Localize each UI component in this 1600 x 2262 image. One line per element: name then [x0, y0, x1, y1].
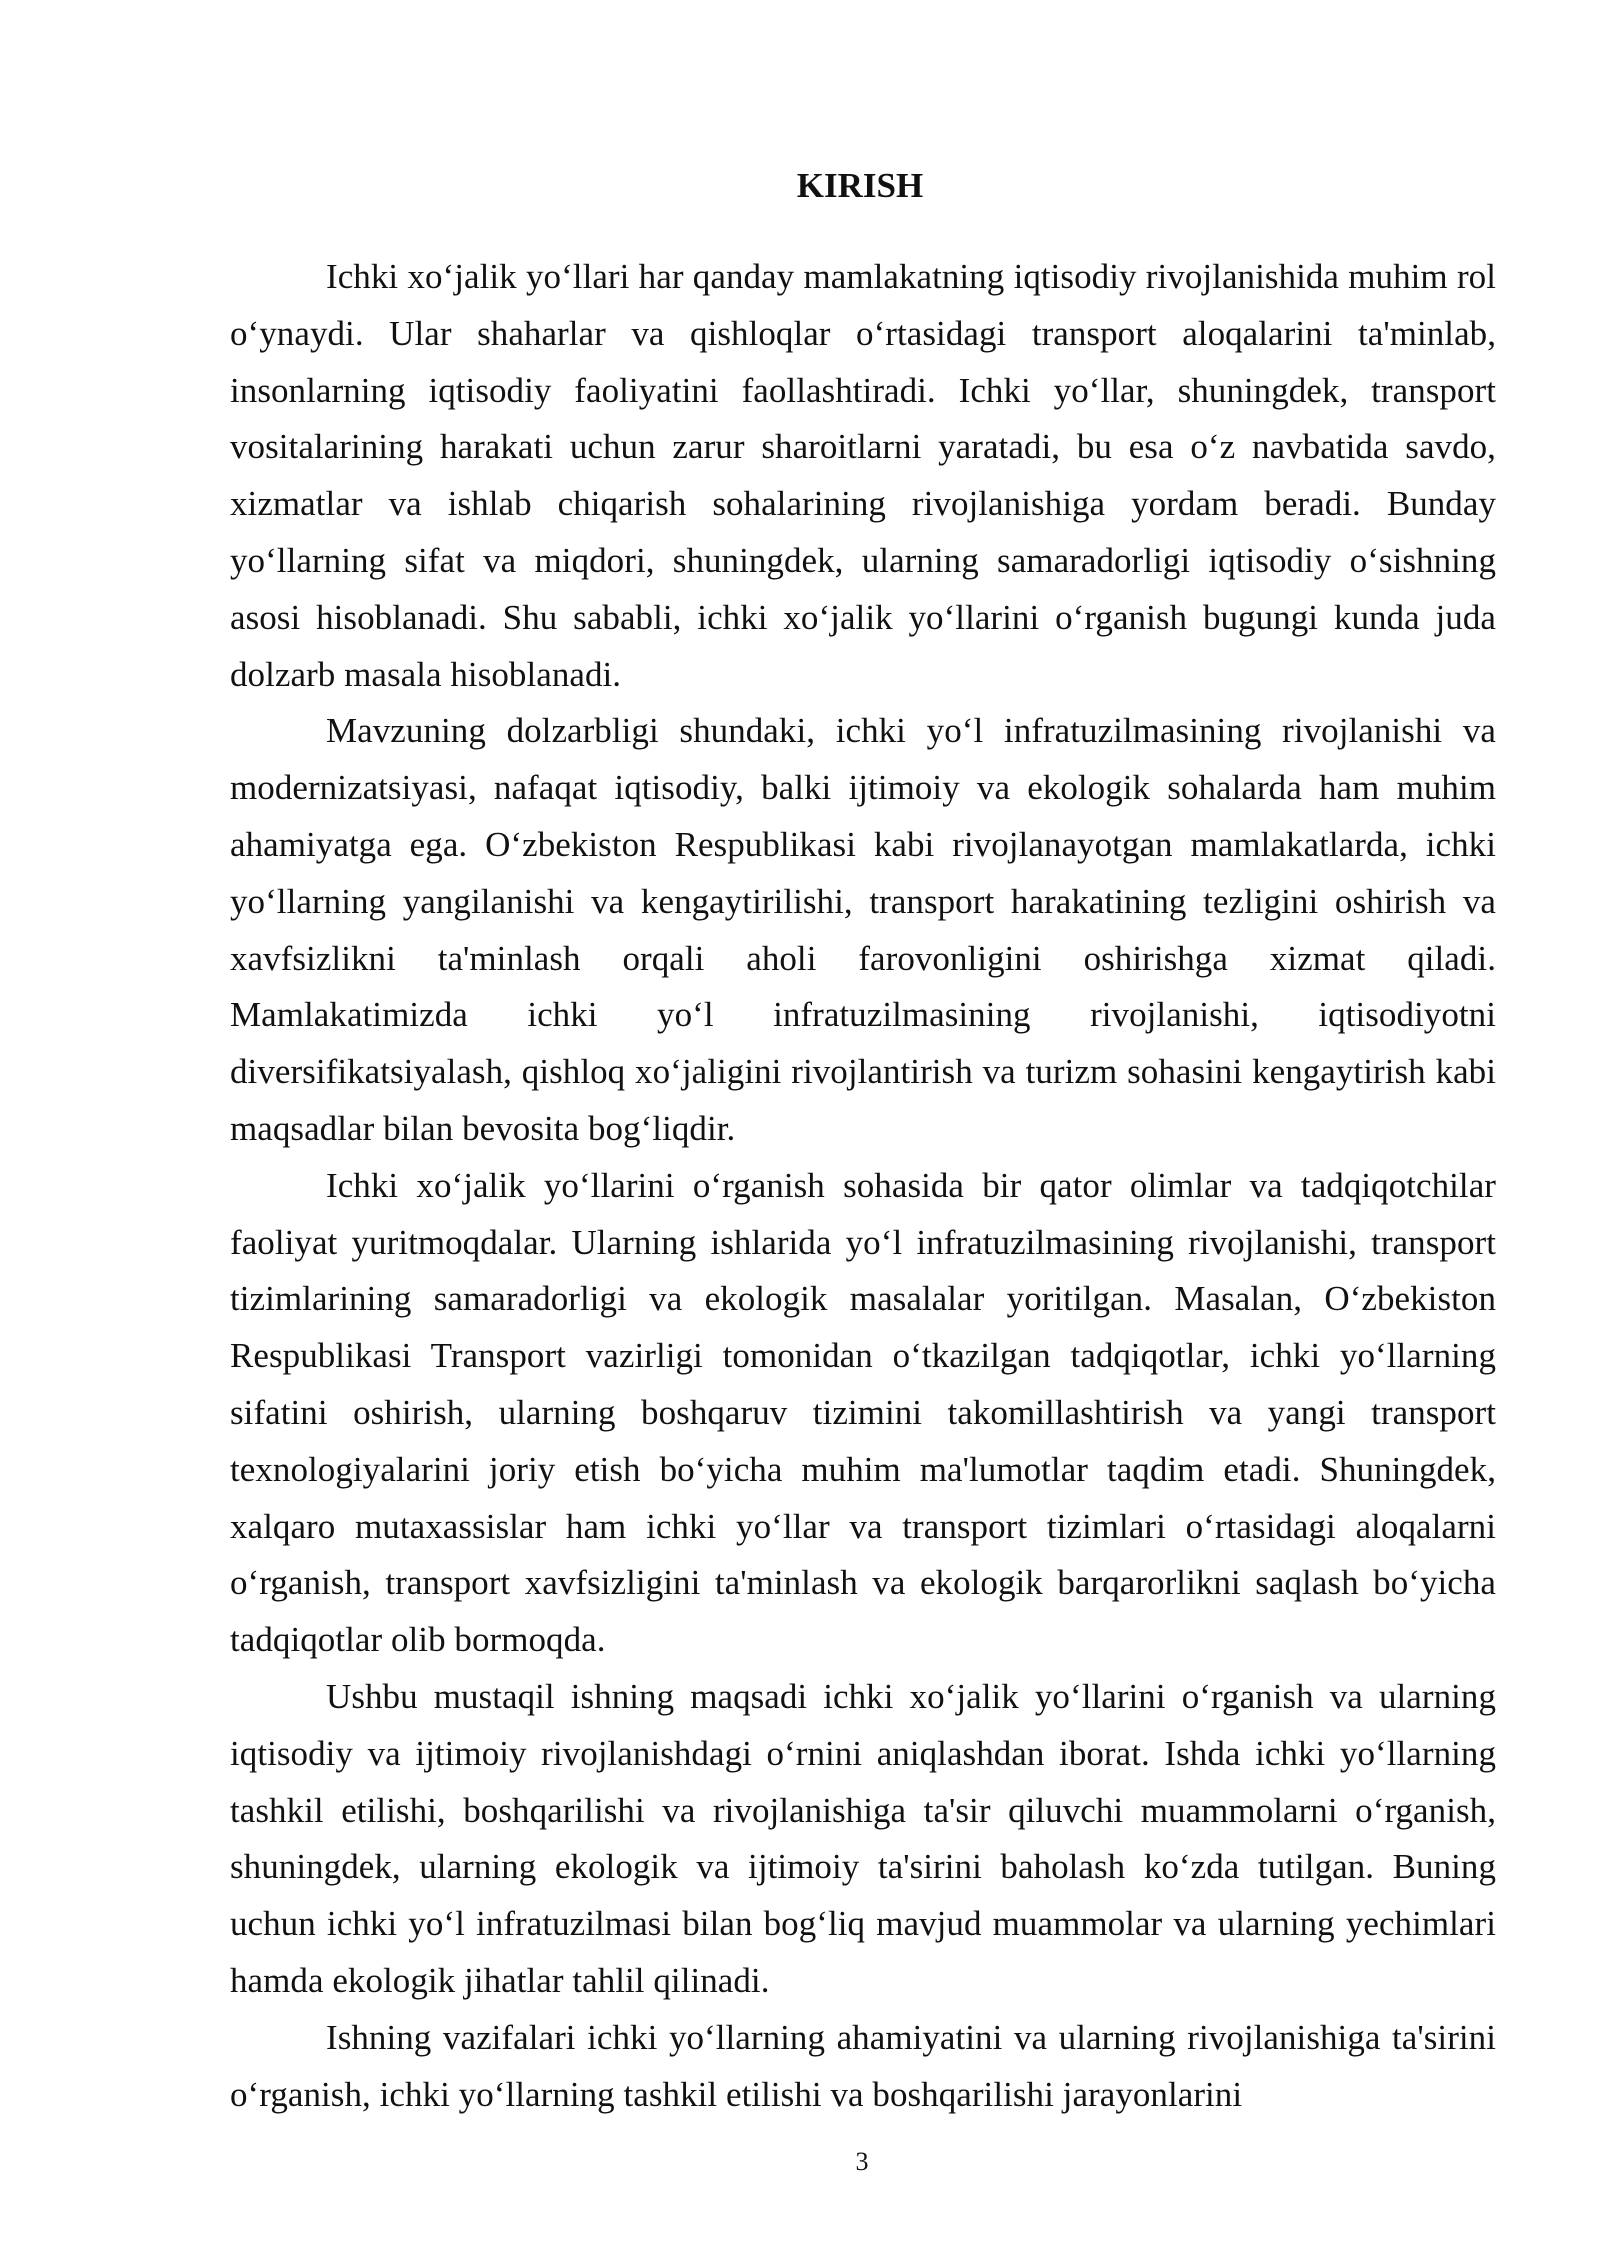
paragraph-introduction: Ichki xo‘jalik yo‘llari har qanday mamlakatning iqtisodiy rivojlanishida muhim rol o‘ynaydi. Ular shaharlar va qishloqlar o‘rtasidagi transport aloqalarini ta'minlab, insonlarning iqtisodiy faoliyatini faollashtiradi. Ichki yo‘llar, shuningdek, transport vositalarining harakati uchun zarur sharoitlarni yaratadi, bu esa o‘z navbatida savdo, xizmatlar va ishlab chiqarish sohalarining rivojlanishiga yordam beradi. Bunday yo‘llarning sifat va miqdori, shuningdek, ularning samaradorligi iqtisodiy o‘sishning asosi hisoblanadi. Shu sababli, ichki xo‘jalik yo‘llarini o‘rganish bugungi kunda juda dolzarb masala hisoblanadi.	[230, 257, 1496, 694]
page-number: 3	[855, 2147, 869, 2176]
document-body	[230, 249, 1496, 2123]
paragraph-relevance: Mavzuning dolzarbligi shundaki, ichki yo‘l infratuzilmasining rivojlanishi va modernizatsiyasi, nafaqat iqtisodiy, balki ijtimoiy va ekologik sohalarda ham muhim ahamiyatga ega. O‘zbekiston Respublikasi kabi rivojlanayotgan mamlakatlarda, ichki yo‘llarning yangilanishi va kengaytirilishi, transport harakatining tezligini oshirish va xavfsizlikni ta'minlash orqali aholi farovonligini oshirishga xizmat qiladi. Mamlakatimizda ichki yo‘l infratuzilmasining rivojlanishi, iqtisodiyotni diversifikatsiyalash, qishloq xo‘jaligini rivojlantirish va turizm sohasini kengaytirish kabi maqsadlar bilan bevosita bog‘liqdir.	[230, 711, 1496, 1148]
paragraph-research-review: Ichki xo‘jalik yo‘llarini o‘rganish sohasida bir qator olimlar va tadqiqotchilar faoliyat yuritmoqdalar. Ularning ishlarida yo‘l infratuzilmasining rivojlanishi, transport tizimlarining samaradorligi va ekologik masalalar yoritilgan. Masalan, O‘zbekiston Respublikasi Transport vazirligi tomonidan o‘tkazilgan tadqiqotlar, ichki yo‘llarning sifatini oshirish, ularning boshqaruv tizimini takomillashtirish va yangi transport texnologiyalarini joriy etish bo‘yicha muhim ma'lumotlar taqdim etadi. Shuningdek, xalqaro mutaxassislar ham ichki yo‘llar va transport tizimlari o‘rtasidagi aloqalarni o‘rganish, transport xavfsizligini ta'minlash va ekologik barqarorlikni saqlash bo‘yicha tadqiqotlar olib bormoqda.	[230, 1165, 1496, 1660]
paragraph-tasks: Ishning vazifalari ichki yo‘llarning ahamiyatini va ularning rivojlanishiga ta'sirini o‘rganish, ichki yo‘llarning tashkil etilishi va boshqarilishi jarayonlarini	[230, 2017, 1496, 2114]
page-title: KIRISH	[796, 166, 924, 205]
paragraph-goal: Ushbu mustaqil ishning maqsadi ichki xo‘jalik yo‘llarini o‘rganish va ularning iqtisodiy va ijtimoiy rivojlanishdagi o‘rnini aniqlashdan iborat. Ishda ichki yo‘llarning tashkil etilishi, boshqarilishi va rivojlanishiga ta'sir qiluvchi muammolarni o‘rganish, shuningdek, ularning ekologik va ijtimoiy ta'sirini baholash ko‘zda tutilgan. Buning uchun ichki yo‘l infratuzilmasi bilan bog‘liq mavjud muammolar va ularning yechimlari hamda ekologik jihatlar tahlil qilinadi.	[230, 1676, 1496, 2000]
